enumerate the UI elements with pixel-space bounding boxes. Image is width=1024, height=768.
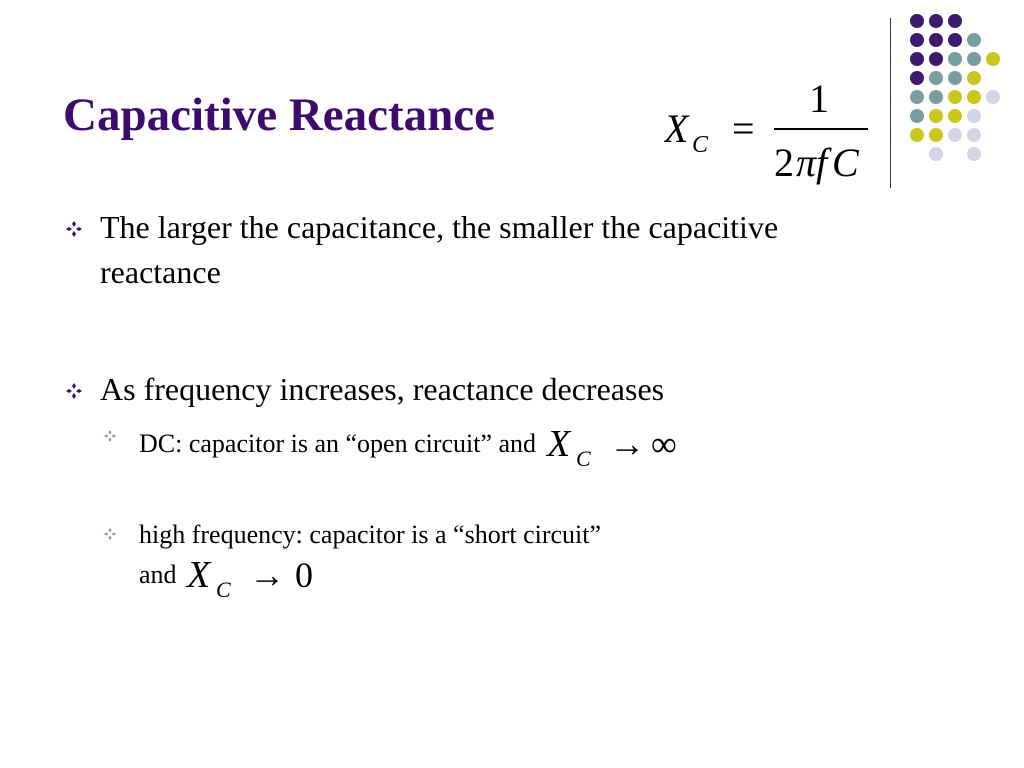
dc-reactance-limit — [543, 420, 693, 472]
decorative-dot — [948, 109, 962, 123]
decorative-dot — [929, 33, 943, 47]
formula-denominator-pi: π — [796, 140, 817, 185]
decorative-dot — [948, 128, 962, 142]
decorative-dot — [967, 90, 981, 104]
decorative-dot — [948, 14, 962, 28]
math-arrow: → — [249, 555, 286, 595]
diamond-bullet-icon — [66, 221, 82, 237]
formula-denominator-2: 2 — [774, 140, 794, 185]
bullet-capacitance-line2: reactance — [100, 254, 221, 290]
decorative-dot — [910, 33, 924, 47]
formula-equals: = — [732, 106, 755, 151]
decorative-dot — [910, 90, 924, 104]
sub-bullet-high-frequency-and: and — [139, 559, 177, 589]
math-infinity: ∞ — [650, 424, 677, 464]
decorative-dot — [948, 71, 962, 85]
decorative-dot — [910, 109, 924, 123]
sub-bullet-dc — [104, 420, 904, 472]
formula-denominator-c: C — [832, 140, 859, 185]
diamond-bullet-icon — [66, 383, 82, 399]
decorative-dot — [948, 33, 962, 47]
decorative-dot — [967, 33, 981, 47]
decorative-dot — [929, 52, 943, 66]
decorative-dot — [929, 128, 943, 142]
decorative-dot — [929, 71, 943, 85]
math-arrow: → — [608, 424, 645, 464]
decorative-dot — [967, 128, 981, 142]
math-x: X — [546, 423, 570, 465]
decorative-dot — [967, 52, 981, 66]
math-x-subscript: C — [575, 446, 591, 471]
bullet-capacitance — [66, 205, 966, 295]
sub-bullet-high-frequency-text: high frequency: capacitor is a “short circuit” — [139, 520, 602, 549]
slide-title: Capacitive Reactance — [63, 89, 495, 141]
decorative-dot-grid — [910, 14, 1020, 164]
decorative-dot — [967, 147, 981, 161]
bullet-frequency — [66, 367, 966, 412]
decorative-dot — [929, 90, 943, 104]
diamond-bullet-icon — [104, 430, 116, 442]
diamond-bullet-icon — [104, 528, 116, 540]
decorative-dot — [929, 109, 943, 123]
decorative-dot — [967, 71, 981, 85]
decorative-dot — [910, 71, 924, 85]
decorative-dot — [929, 147, 943, 161]
sub-bullet-high-frequency — [104, 518, 904, 603]
decorative-dot — [910, 128, 924, 142]
decorative-dot — [910, 52, 924, 66]
math-x-subscript: C — [216, 577, 231, 602]
math-x: X — [187, 554, 211, 596]
reactance-formula — [664, 80, 874, 190]
decorative-dot — [948, 52, 962, 66]
formula-denominator-f: f — [816, 140, 828, 185]
math-zero: 0 — [295, 555, 314, 595]
decorative-dot — [986, 52, 1000, 66]
vertical-divider — [890, 18, 891, 188]
decorative-dot — [910, 14, 924, 28]
decorative-dot — [948, 90, 962, 104]
decorative-dot — [967, 109, 981, 123]
formula-numerator: 1 — [809, 80, 829, 121]
formula-x-subscript: C — [692, 132, 709, 158]
high-frequency-reactance-limit — [183, 551, 333, 603]
formula-x: X — [664, 106, 689, 151]
sub-bullet-dc-text: DC: capacitor is an “open circuit” and — [139, 428, 537, 458]
bullet-frequency-text: As frequency increases, reactance decreases — [100, 371, 665, 407]
bullet-capacitance-line1: The larger the capacitance, the smaller the capacitive — [100, 209, 779, 245]
decorative-dot — [929, 14, 943, 28]
decorative-dot — [986, 90, 1000, 104]
